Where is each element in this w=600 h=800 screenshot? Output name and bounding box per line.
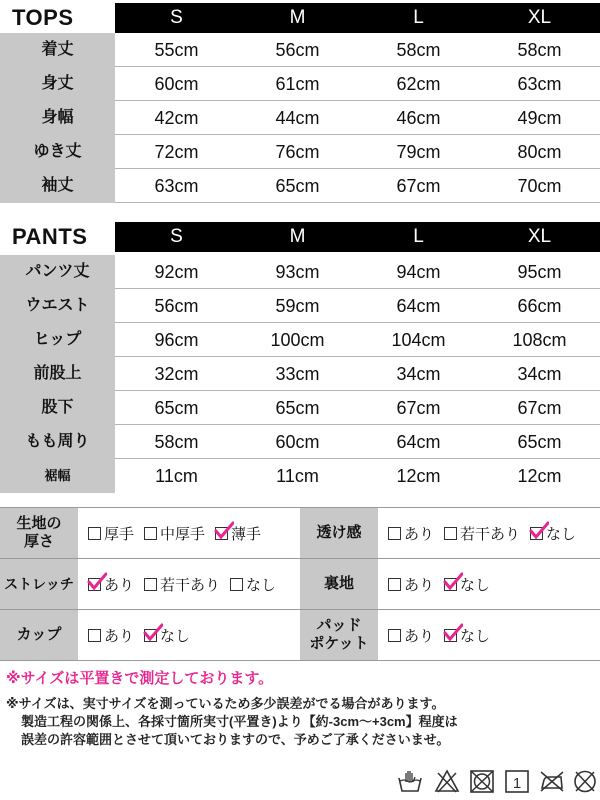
- cell-value: 65cm: [275, 398, 320, 418]
- row-label: ウエスト: [0, 289, 115, 323]
- option-label: 厚手: [104, 525, 135, 543]
- pad-pocket-option-no: [444, 625, 490, 646]
- no-tumble-dry-icon: [469, 768, 495, 794]
- checked-checkbox-icon: [444, 629, 457, 642]
- lining-option-no: [444, 574, 490, 595]
- cell-value: 12cm: [396, 466, 441, 486]
- cell-value: 34cm: [517, 364, 562, 384]
- row-label: パンツ丈: [0, 255, 115, 289]
- cell-value: 96cm: [154, 330, 199, 350]
- checkbox-icon: [88, 527, 101, 540]
- cell-value: 65cm: [275, 176, 320, 196]
- size-l: L: [413, 7, 424, 28]
- cell-value: 60cm: [275, 432, 320, 452]
- cell-value: 104cm: [391, 330, 446, 350]
- cell-value: 44cm: [275, 108, 320, 128]
- table-row: [0, 135, 600, 169]
- row-label: 身幅: [0, 101, 115, 135]
- cell-value: 56cm: [275, 40, 320, 60]
- thickness-option-thin: [215, 523, 261, 544]
- cell-value: 64cm: [396, 296, 441, 316]
- sheer-options: [388, 508, 586, 558]
- fabric-row-2: [0, 559, 600, 610]
- lining-label: 裏地: [300, 559, 378, 609]
- table-row: [0, 255, 600, 289]
- sheer-option-no: [530, 523, 576, 544]
- stretch-label: ストレッチ: [0, 559, 78, 609]
- pad-pocket-label: [300, 610, 378, 660]
- cell-value: 59cm: [275, 296, 320, 316]
- cell-value: 11cm: [276, 466, 319, 486]
- size-xl: XL: [527, 7, 552, 28]
- stretch-option-yes: [88, 574, 134, 595]
- option-label: なし: [160, 627, 191, 645]
- hand-wash-icon: [397, 768, 423, 794]
- no-bleach-icon: [434, 768, 460, 794]
- option-label: あり: [104, 576, 135, 594]
- checkbox-icon: [444, 527, 457, 540]
- cell-value: 64cm: [396, 432, 441, 452]
- table-row: [0, 169, 600, 203]
- option-label: なし: [246, 576, 277, 594]
- fabric-attributes: [0, 507, 600, 662]
- row-label: 着丈: [0, 33, 115, 67]
- row-divider: [115, 202, 600, 203]
- cell-value: 62cm: [396, 74, 441, 94]
- row-label: ゆき丈: [0, 135, 115, 169]
- cell-value: 55cm: [154, 40, 199, 60]
- sheer-option-slight: [444, 523, 520, 544]
- cell-value: 61cm: [275, 74, 320, 94]
- pad-pocket-label-line2: ポケット: [309, 635, 369, 652]
- cell-value: 76cm: [275, 142, 320, 162]
- size-s: S: [170, 226, 183, 247]
- cell-value: 67cm: [517, 398, 562, 418]
- table-row: [0, 391, 600, 425]
- cup-option-yes: [88, 625, 134, 646]
- cell-value: 33cm: [275, 364, 320, 384]
- cell-value: 100cm: [270, 330, 325, 350]
- checkbox-icon: [388, 527, 401, 540]
- checked-checkbox-icon: [530, 527, 543, 540]
- pad-pocket-label-line1: パッド: [316, 617, 362, 634]
- row-label: 前股上: [0, 357, 115, 391]
- thickness-label-line1: 生地の: [16, 515, 62, 532]
- table-row: [0, 425, 600, 459]
- row-label: 袖丈: [0, 169, 115, 203]
- cell-value: 58cm: [517, 40, 562, 60]
- cell-value: 56cm: [154, 296, 199, 316]
- table-row: [0, 101, 600, 135]
- checked-checkbox-icon: [88, 578, 101, 591]
- option-label: 若干あり: [460, 525, 521, 543]
- cell-value: 80cm: [517, 142, 562, 162]
- size-l: L: [413, 226, 424, 247]
- sheer-option-yes: [388, 523, 434, 544]
- cell-value: 46cm: [396, 108, 441, 128]
- disclaimer-line-1: ※サイズは、実寸サイズを測っているため多少誤差がでる場合があります。: [6, 696, 445, 711]
- tops-header: [0, 3, 600, 33]
- cell-value: 72cm: [154, 142, 199, 162]
- cell-value: 12cm: [517, 466, 562, 486]
- cup-option-no: [144, 625, 190, 646]
- cell-value: 63cm: [154, 176, 199, 196]
- cell-value: 66cm: [517, 296, 562, 316]
- thickness-option-medium: [144, 523, 205, 544]
- fabric-row-3: [0, 610, 600, 661]
- size-m: M: [289, 226, 306, 247]
- no-dry-clean-icon: [572, 768, 598, 794]
- measurement-note: ※サイズは平置きで測定しております。: [6, 670, 274, 687]
- cell-value: 63cm: [517, 74, 562, 94]
- tops-title: TOPS: [12, 5, 74, 30]
- stretch-option-slight: [144, 574, 220, 595]
- cell-value: 92cm: [154, 262, 199, 282]
- cell-value: 95cm: [517, 262, 562, 282]
- cell-value: 49cm: [517, 108, 562, 128]
- cell-value: 67cm: [396, 398, 441, 418]
- line-dry-icon: [504, 768, 530, 794]
- option-label: あり: [404, 627, 435, 645]
- pants-title: PANTS: [12, 224, 88, 249]
- option-label: あり: [404, 525, 435, 543]
- cell-value: 67cm: [396, 176, 441, 196]
- size-xl: XL: [527, 226, 552, 247]
- checkbox-icon: [88, 629, 101, 642]
- row-label: 股下: [0, 391, 115, 425]
- row-label: 身丈: [0, 67, 115, 101]
- thickness-label: [0, 508, 78, 558]
- cell-value: 60cm: [154, 74, 199, 94]
- cell-value: 32cm: [154, 364, 199, 384]
- disclaimer-line-3: 誤差の許容範囲とさせて頂いておりますので、予めご了承くださいませ。: [21, 732, 450, 747]
- option-label: あり: [404, 576, 435, 594]
- checked-checkbox-icon: [144, 629, 157, 642]
- table-row: [0, 67, 600, 101]
- checked-checkbox-icon: [215, 527, 228, 540]
- checkbox-icon: [388, 629, 401, 642]
- cup-options: [88, 610, 200, 660]
- cell-value: 11cm: [155, 466, 198, 486]
- cell-value: 93cm: [275, 262, 320, 282]
- cell-value: 108cm: [512, 330, 567, 350]
- checked-checkbox-icon: [444, 578, 457, 591]
- table-row: [0, 323, 600, 357]
- cell-value: 34cm: [396, 364, 441, 384]
- pants-header: [0, 222, 600, 252]
- option-label: 薄手: [231, 525, 262, 543]
- cell-value: 79cm: [396, 142, 441, 162]
- row-label: もも周り: [0, 425, 115, 459]
- size-notes: [6, 669, 596, 749]
- pad-pocket-option-yes: [388, 625, 434, 646]
- row-label: 裾幅: [0, 459, 115, 493]
- size-m: M: [289, 7, 306, 28]
- stretch-option-no: [230, 574, 276, 595]
- option-label: 若干あり: [160, 576, 221, 594]
- table-row: [0, 289, 600, 323]
- table-row: [0, 33, 600, 67]
- table-row: [0, 357, 600, 391]
- option-label: あり: [104, 627, 135, 645]
- table-row: [0, 459, 600, 493]
- option-label: 中厚手: [160, 525, 206, 543]
- row-label: ヒップ: [0, 323, 115, 357]
- size-s: S: [170, 7, 183, 28]
- checkbox-icon: [144, 578, 157, 591]
- cell-value: 94cm: [396, 262, 441, 282]
- checkbox-icon: [144, 527, 157, 540]
- disclaimer-line-2: 製造工程の関係上、各採寸箇所実寸(平置き)より【約-3cm〜+3cm】程度は: [21, 714, 458, 729]
- cup-label: カップ: [0, 610, 78, 660]
- line-dry-number: 1: [512, 775, 522, 792]
- sheer-label: 透け感: [300, 508, 378, 558]
- cell-value: 58cm: [396, 40, 441, 60]
- thickness-options: [88, 508, 271, 558]
- thickness-option-thick: [88, 523, 134, 544]
- checkbox-icon: [230, 578, 243, 591]
- option-label: なし: [546, 525, 577, 543]
- thickness-label-line2: 厚さ: [23, 533, 54, 550]
- cell-value: 65cm: [154, 398, 199, 418]
- stretch-options: [88, 559, 286, 609]
- pad-pocket-options: [388, 610, 500, 660]
- cell-value: 70cm: [517, 176, 562, 196]
- no-iron-icon: [539, 768, 565, 794]
- cell-value: 65cm: [517, 432, 562, 452]
- checkbox-icon: [388, 578, 401, 591]
- option-label: なし: [460, 576, 491, 594]
- option-label: なし: [460, 627, 491, 645]
- fabric-row-1: [0, 508, 600, 559]
- lining-options: [388, 559, 500, 609]
- cell-value: 58cm: [154, 432, 199, 452]
- lining-option-yes: [388, 574, 434, 595]
- cell-value: 42cm: [154, 108, 199, 128]
